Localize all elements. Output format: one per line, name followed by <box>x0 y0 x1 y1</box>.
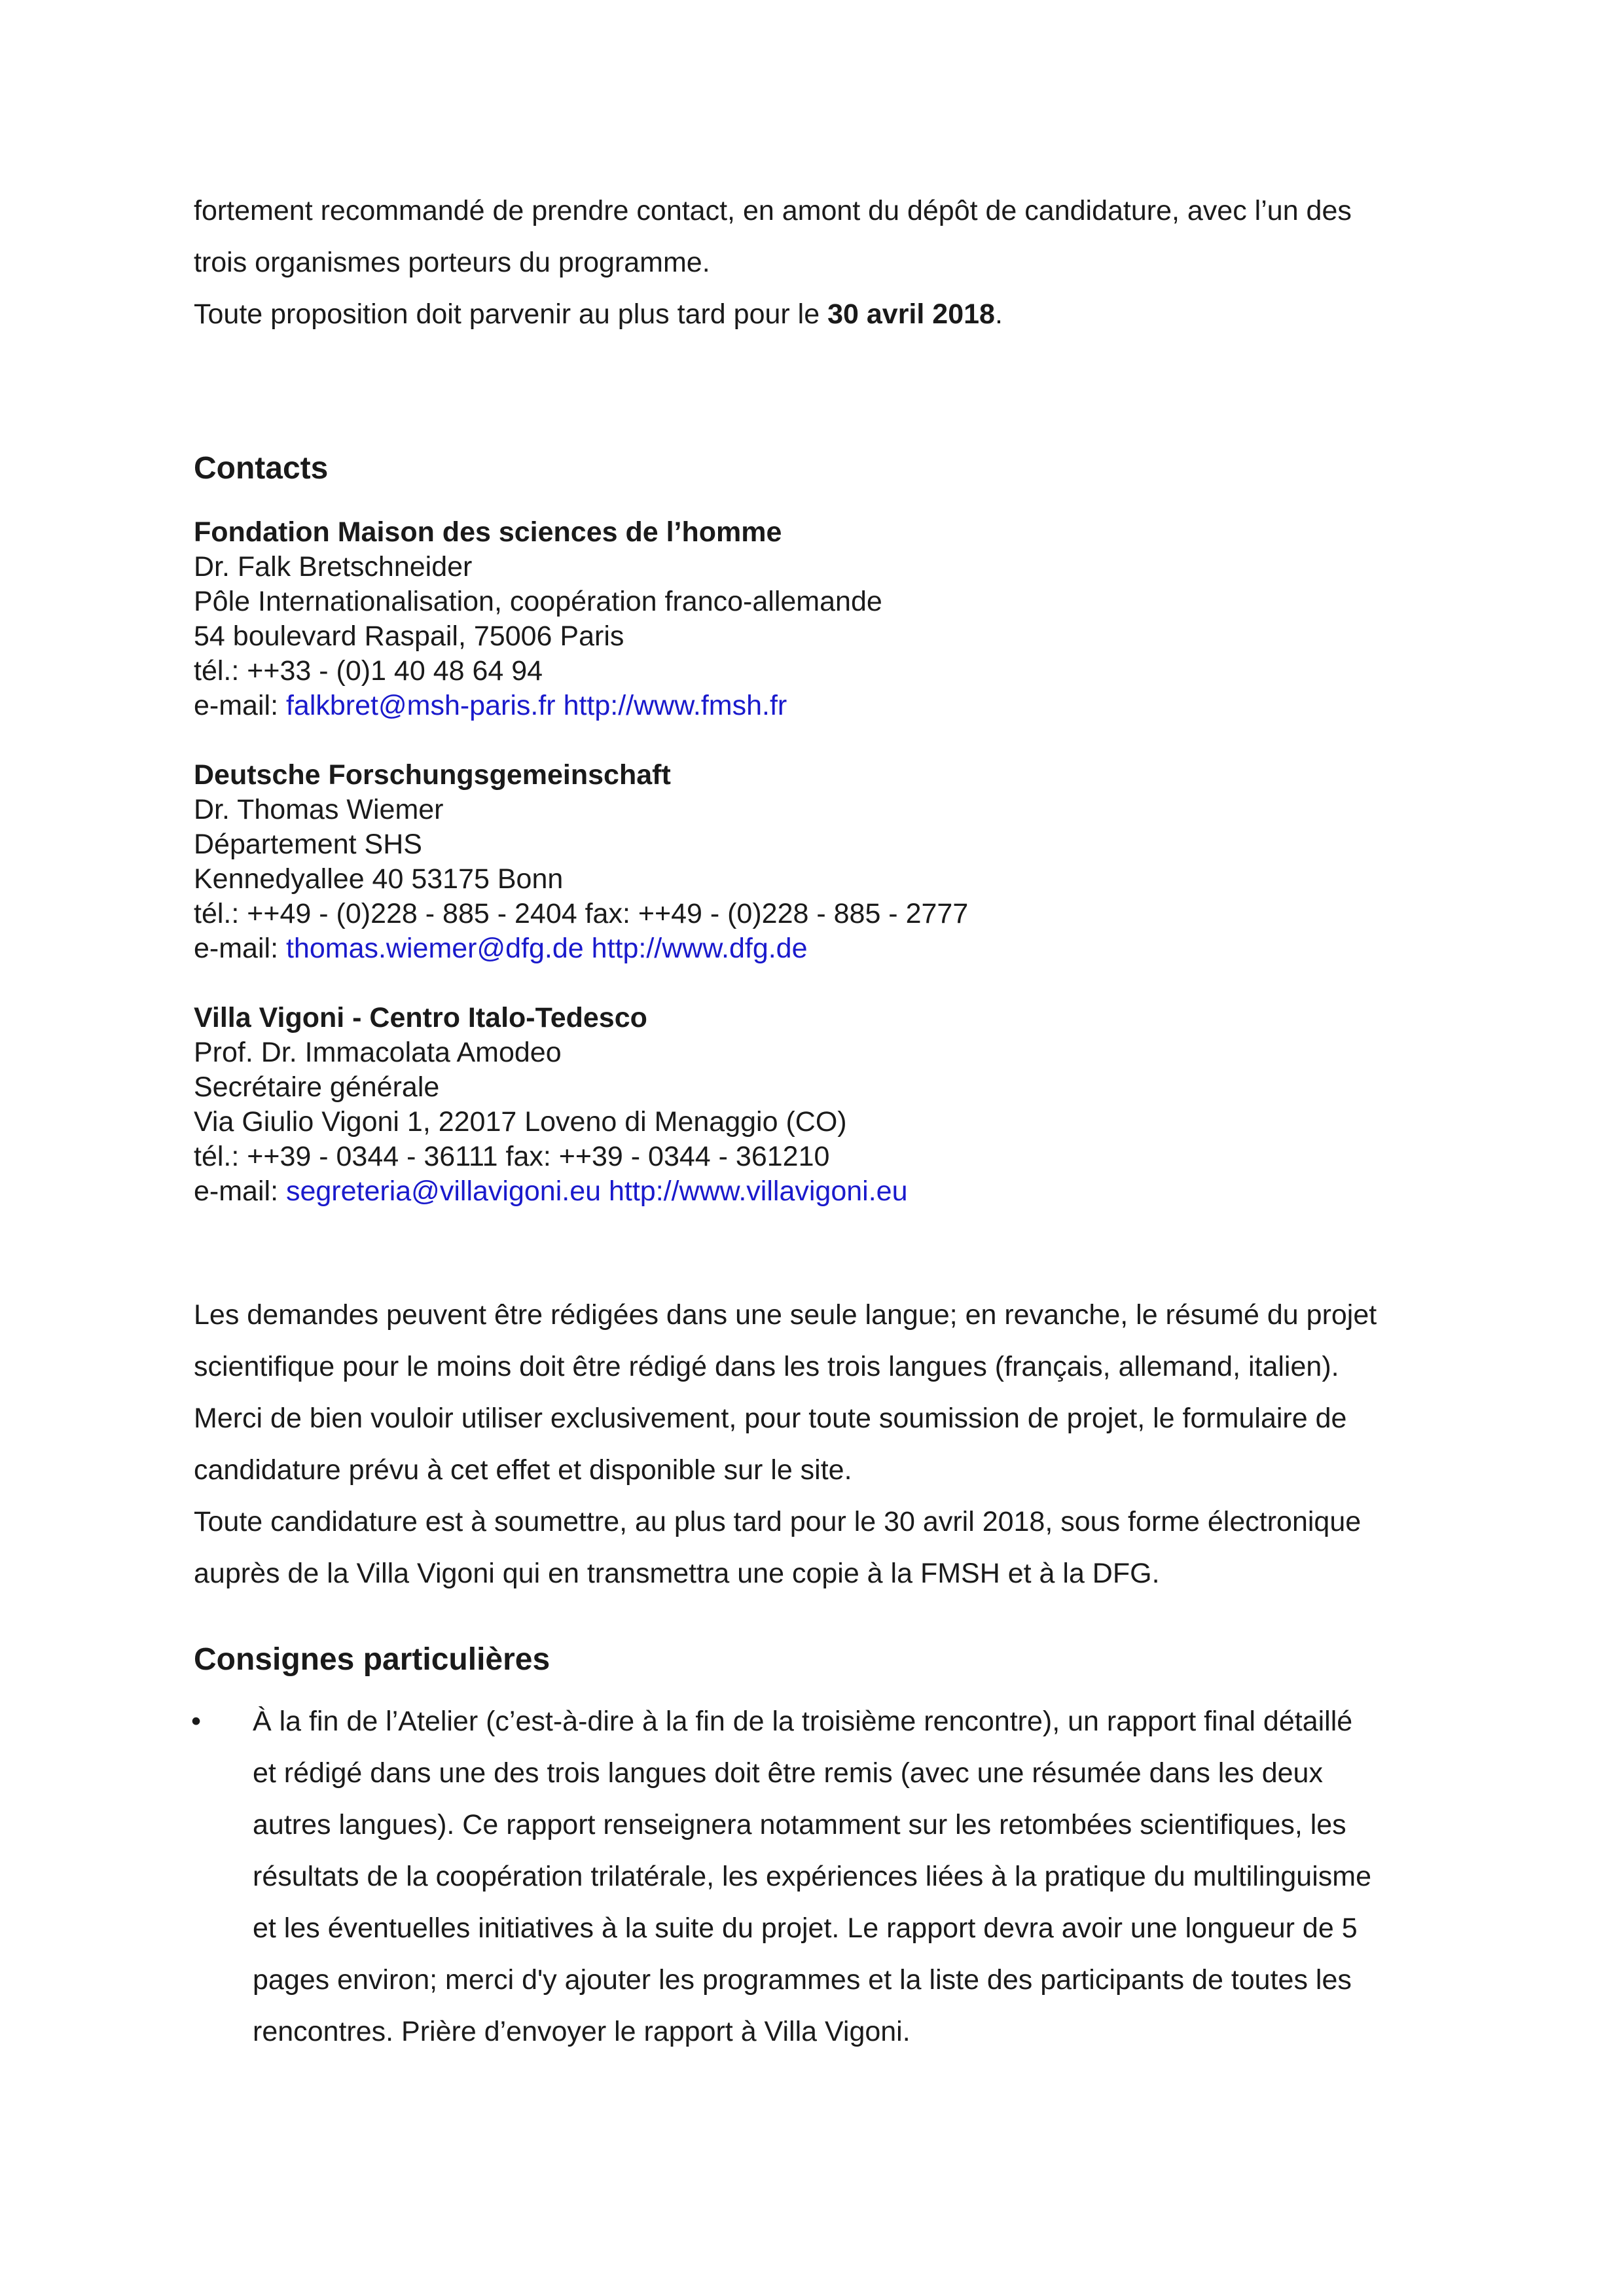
intro-line-2: trois organismes porteurs du programme. <box>194 247 710 278</box>
email-label: e-mail: <box>194 690 286 721</box>
contact-email-row <box>194 1174 1447 1209</box>
submission-line-1: Les demandes peuvent être rédigées dans une seule langue; en revanche, le résumé du projet <box>194 1299 1377 1331</box>
email-link[interactable]: segreteria@villavigoni.eu <box>285 1175 602 1207</box>
submission-paragraph <box>194 1289 1447 1600</box>
list-item <box>191 1696 1447 2058</box>
website-link[interactable]: http://www.villavigoni.eu <box>608 1175 908 1207</box>
intro-line-1: fortement recommandé de prendre contact, en amont du dépôt de candidature, avec l’un des <box>194 195 1352 226</box>
deadline-suffix: . <box>994 298 1003 330</box>
contact-department: Département SHS <box>194 829 422 860</box>
contact-department: Secrétaire générale <box>194 1071 440 1103</box>
document-body <box>191 185 1447 2058</box>
contact-address: 54 boulevard Raspail, 75006 Paris <box>194 620 624 652</box>
contact-person: Dr. Thomas Wiemer <box>194 794 444 825</box>
bullet-line-2: et rédigé dans une des trois langues doit être remis (avec une résumée dans les deux <box>253 1757 1323 1789</box>
contact-department: Pôle Internationalisation, coopération franco-allemande <box>194 586 882 617</box>
contact-org-name: Deutsche Forschungsgemeinschaft <box>194 759 671 791</box>
contact-person: Prof. Dr. Immacolata Amodeo <box>194 1037 562 1068</box>
bullet-line-6: pages environ; merci d'y ajouter les programmes et la liste des participants de toutes les <box>253 1964 1352 1996</box>
website-link[interactable]: http://www.fmsh.fr <box>563 690 787 721</box>
instructions-heading: Consignes particulières <box>194 1642 550 1677</box>
bullet-line-3: autres langues). Ce rapport renseignera notamment sur les retombées scientifiques, les <box>253 1809 1346 1840</box>
contact-phone: tél.: ++39 - 0344 - 36111 fax: ++39 - 0344 - 361210 <box>194 1141 830 1172</box>
contact-fmsh <box>194 515 1447 723</box>
contact-org-name: Fondation Maison des sciences de l’homme <box>194 516 782 548</box>
bullet-line-1: À la fin de l’Atelier (c’est-à-dire à la fin de la troisième rencontre), un rapport final détaillé <box>253 1706 1353 1737</box>
bullet-line-4: résultats de la coopération trilatérale, les expériences liées à la pratique du multilinguisme <box>253 1861 1371 1892</box>
deadline-line <box>194 289 1447 340</box>
website-link[interactable]: http://www.dfg.de <box>591 933 808 964</box>
contacts-heading: Contacts <box>194 451 329 486</box>
contact-dfg <box>194 758 1447 966</box>
contact-phone: tél.: ++49 - (0)228 - 885 - 2404 fax: ++49 - (0)228 - 885 - 2777 <box>194 898 969 929</box>
contact-person: Dr. Falk Bretschneider <box>194 551 473 583</box>
contact-org-name: Villa Vigoni - Centro Italo-Tedesco <box>194 1002 647 1033</box>
bullet-text <box>253 1696 1447 2058</box>
email-label: e-mail: <box>194 1175 286 1207</box>
bullet-line-5: et les éventuelles initiatives à la suite du projet. Le rapport devra avoir une longueur de 5 <box>253 1912 1358 1944</box>
submission-line-6: auprès de la Villa Vigoni qui en transmettra une copie à la FMSH et à la DFG. <box>194 1558 1160 1589</box>
bullet-line-7: rencontres. Prière d’envoyer le rapport à Villa Vigoni. <box>253 2016 911 2047</box>
email-link[interactable]: thomas.wiemer@dfg.de <box>285 933 584 964</box>
bullet-icon: • <box>191 1706 202 1737</box>
contact-email-row <box>194 931 1447 966</box>
contact-address: Kennedyallee 40 53175 Bonn <box>194 863 564 895</box>
submission-line-4: candidature prévu à cet effet et disponible sur le site. <box>194 1454 852 1486</box>
contact-phone: tél.: ++33 - (0)1 40 48 64 94 <box>194 655 543 687</box>
submission-line-5: Toute candidature est à soumettre, au plus tard pour le 30 avril 2018, sous forme électronique <box>194 1506 1362 1537</box>
email-label: e-mail: <box>194 933 286 964</box>
deadline-date: 30 avril 2018 <box>827 298 995 330</box>
submission-line-3: Merci de bien vouloir utiliser exclusivement, pour toute soumission de projet, le formulaire de <box>194 1403 1347 1434</box>
contact-email-row <box>194 689 1447 723</box>
contact-address: Via Giulio Vigoni 1, 22017 Loveno di Menaggio (CO) <box>194 1106 847 1138</box>
instructions-list <box>191 1696 1447 2058</box>
submission-line-2: scientifique pour le moins doit être rédigé dans les trois langues (français, allemand, italien). <box>194 1351 1339 1382</box>
intro-paragraph <box>194 185 1447 340</box>
contact-villa-vigoni <box>194 1001 1447 1209</box>
deadline-prefix: Toute proposition doit parvenir au plus tard pour le <box>194 298 828 330</box>
email-link[interactable]: falkbret@msh-paris.fr <box>285 690 556 721</box>
